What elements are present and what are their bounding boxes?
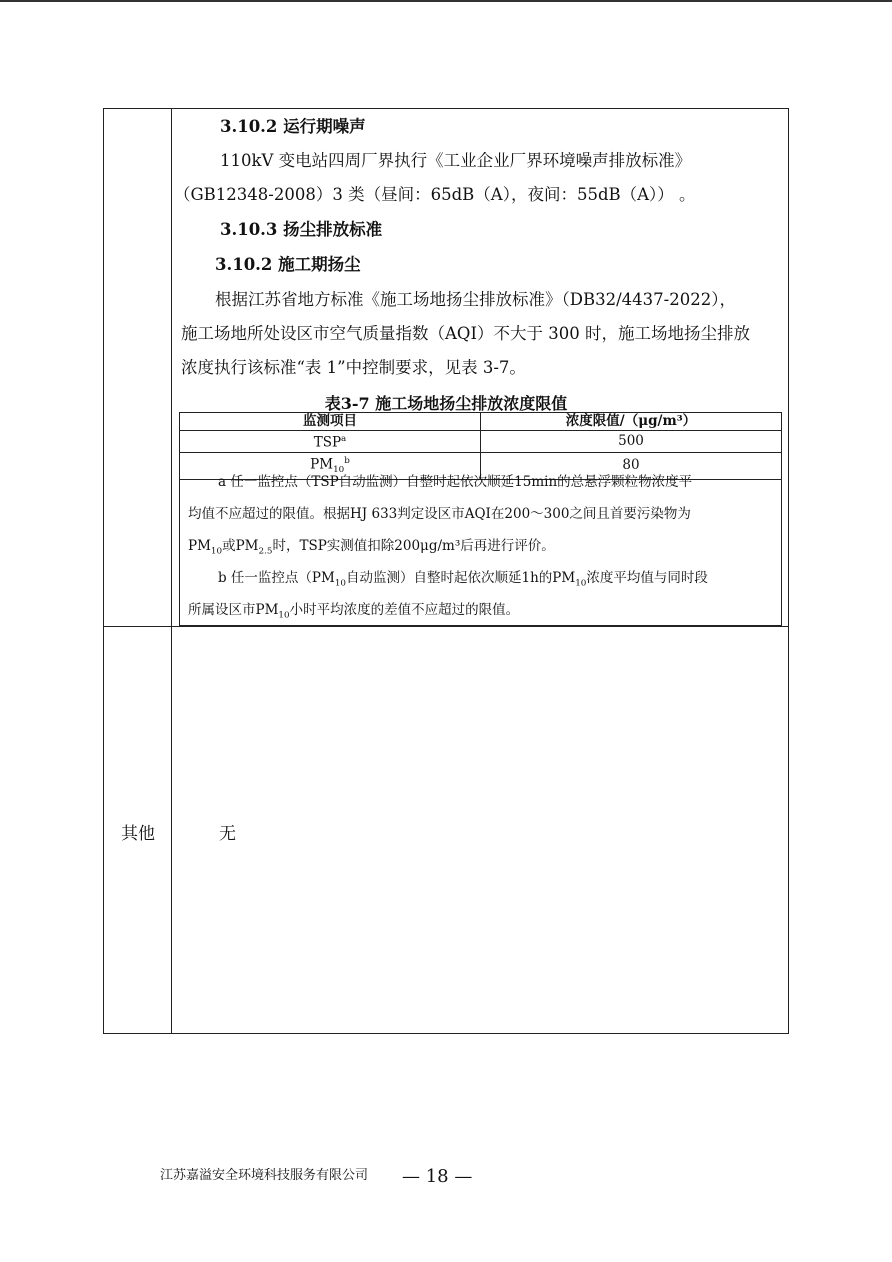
row-value-tsp: 500 [481, 431, 782, 453]
noise-paragraph-line2: （GB12348-2008）3 类（昼间：65dB（A），夜间：55dB（A）） 。 [174, 185, 696, 204]
page-top-border [0, 0, 892, 2]
noise-paragraph-line1: 110kV 变电站四周厂界执行《工业企业厂界环境噪声排放标准》 [220, 151, 692, 170]
note-a-line3: $PM_{10}$或$PM_{2.5}$时，TSP实测值扣除200μg/m³后再进行评价。 [188, 538, 555, 557]
heading-construction-dust: 3.10.2 施工期扬尘 [215, 255, 361, 274]
standards-table-frame [103, 108, 789, 1034]
heading-operation-noise: 3.10.2 运行期噪声 [220, 117, 366, 136]
dust-paragraph-line2: 施工场地所处设区市空气质量指数（AQI）不大于 300 时，施工场地扬尘排放 [181, 324, 750, 343]
row-item-tsp: TSP$^a$ [180, 431, 481, 453]
table-notes [179, 465, 782, 626]
footer-company: 江苏嘉溢安全环境科技服务有限公司 [160, 1168, 369, 1183]
dust-paragraph-line1: 根据江苏省地方标准《施工场地扬尘排放标准》（DB32/4437-2022）， [215, 290, 736, 309]
column-divider [171, 109, 172, 1033]
row-item-pm10: $PM_{10}^b$ [180, 452, 481, 479]
row-divider [104, 626, 788, 627]
col-header-limit: 浓度限值/（μg/m³） [481, 413, 782, 431]
col-header-item: 监测项目 [180, 413, 481, 431]
other-label: 其他 [121, 824, 155, 844]
other-value: 无 [219, 824, 236, 844]
table-row [180, 431, 782, 453]
dust-paragraph-line3: 浓度执行该标准“表 1”中控制要求，见表 3-7。 [181, 358, 526, 377]
table-header-row [180, 413, 782, 431]
note-a-line1: a 任一监控点（TSP自动监测）自整时起依次顺延15min的总悬浮颗粒物浓度平 [218, 474, 693, 490]
page-number: — 18 — [402, 1166, 473, 1187]
row-value-pm10: 80 [481, 452, 782, 479]
heading-dust-standard: 3.10.3 扬尘排放标准 [220, 220, 383, 239]
note-b-line1: b 任一监控点（$PM_{10}$自动监测）自整时起依次顺延1h的$PM_{10}$浓度平均值与同时段 [218, 570, 708, 589]
note-b-line2: 所属设区市$PM_{10}$小时平均浓度的差值不应超过的限值。 [188, 602, 520, 621]
table-caption: 表3-7 施工场地扬尘排放浓度限值 [324, 394, 568, 413]
note-a-line2: 均值不应超过的限值。根据HJ 633判定设区市AQI在200～300之间且首要污染物为 [188, 506, 691, 522]
